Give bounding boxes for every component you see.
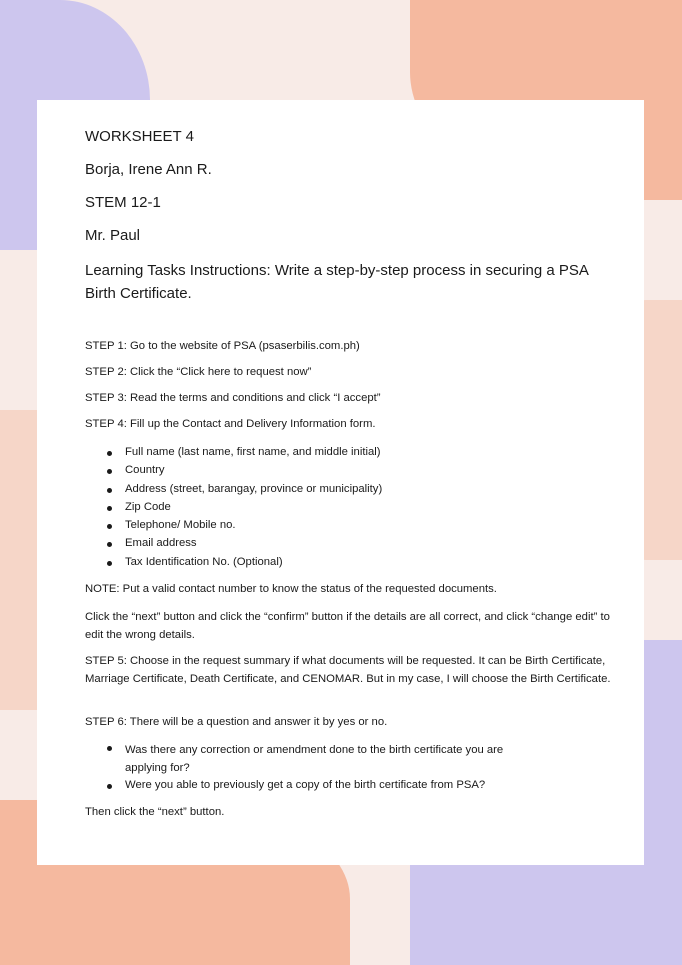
- step-4: STEP 4: Fill up the Contact and Delivery Information form.: [85, 418, 376, 430]
- list-item: Address (street, barangay, province or municipality): [125, 483, 383, 495]
- list-item: Email address: [125, 537, 197, 549]
- list-item: Was there any correction or amendment done to the birth certificate you are applying for?: [125, 741, 545, 777]
- step-3: STEP 3: Read the terms and conditions and click “I accept”: [85, 392, 381, 404]
- list-item: Country: [125, 464, 165, 476]
- teacher: Mr. Paul: [85, 227, 141, 244]
- worksheet-title: WORKSHEET 4: [85, 128, 194, 145]
- click-next-instructions: Click the “next” button and click the “confirm” button if the details are all correct, and click “change edit” to edit the wrong details.: [85, 611, 610, 641]
- list-item: Tax Identification No. (Optional): [125, 556, 283, 568]
- list-item: Telephone/ Mobile no.: [125, 519, 236, 531]
- list-item: Full name (last name, first name, and middle initial): [125, 446, 381, 458]
- worksheet-page: [37, 100, 644, 865]
- step-6: STEP 6: There will be a question and answer it by yes or no.: [85, 716, 388, 728]
- student-name: Borja, Irene Ann R.: [85, 161, 212, 178]
- list-item: Zip Code: [125, 501, 171, 513]
- final-instruction: Then click the “next” button.: [85, 806, 225, 818]
- note: NOTE: Put a valid contact number to know the status of the requested documents.: [85, 583, 497, 595]
- list-item: Were you able to previously get a copy of the birth certificate from PSA?: [125, 779, 486, 791]
- section: STEM 12-1: [85, 194, 161, 211]
- instructions: Learning Tasks Instructions: Write a step-by-step process in securing a PSA Birth Certificate.: [85, 262, 589, 302]
- step-5: STEP 5: Choose in the request summary if what documents will be requested. It can be Birth Certificate, Marriage Certificate, Death Certificate, and CENOMAR. But in my case, I will choose the Birth Certificate.: [85, 655, 611, 685]
- step-2: STEP 2: Click the “Click here to request now”: [85, 366, 312, 378]
- step-1: STEP 1: Go to the website of PSA (psaserbilis.com.ph): [85, 340, 360, 352]
